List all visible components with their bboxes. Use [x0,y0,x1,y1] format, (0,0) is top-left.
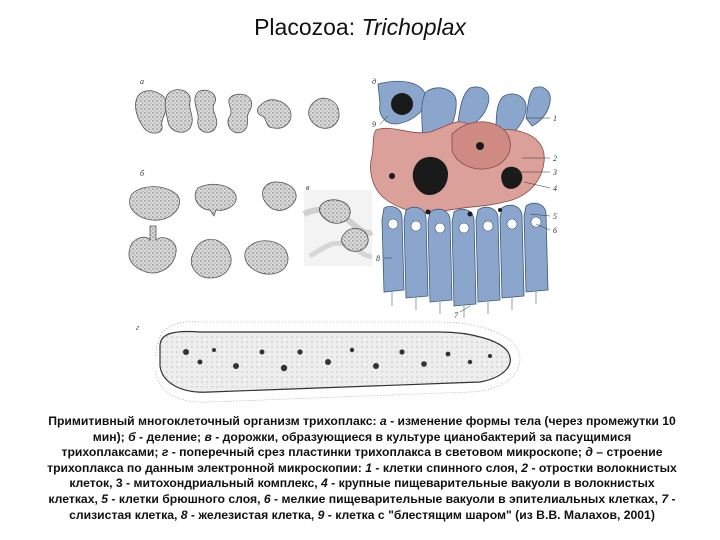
label-4: 4 [553,184,557,193]
shape-1 [136,91,167,133]
division-1 [129,187,179,221]
division-2 [195,184,236,216]
shape-2 [165,90,192,133]
dorsal-cell-5 [526,87,550,126]
label-1: 1 [553,114,557,123]
panel-b-division [129,169,296,278]
shiny-sphere [391,93,413,115]
slide-title: Placozoa: Trichoplax [254,14,466,40]
figure-caption: Примитивный многоклеточный организм трихоплакс: а - изменение формы тела (через промежутки 10 мин); б - деление; в - дорожки, образующиеся в культуре цианобактерий за пасущимися трихоплаксами; г - поперечный срез пластинки трихоплакса в световом микроскопе; д – строение трихоплакса по данным электронной микроскопии: 1 - клетки спинного слоя, 2 - отростки волокнистых клеток, 3 - митохондриальный комплекс, 4 - крупные пищеварительные вакуоли в волокнистых клетках, 5 - клетки брюшного слоя, 6 - мелкие пищеварительные вакуоли в эпителиальных клетках, 7 - слизистая клетка, 8 - железистая клетка, 9 - клетка с "блестящим шаром" (из В.В. Малахов, 2001) [47,414,677,522]
panel-a-shape-change [136,77,340,133]
label-d: д [372,77,377,86]
label-3: 3 [553,168,557,177]
label-7: 7 [454,311,458,320]
label-8: 8 [376,254,380,263]
label-9: 9 [372,120,376,129]
shape-5 [258,100,292,129]
shape-3 [195,90,217,132]
label-b: б [140,169,145,178]
division-6 [245,241,288,274]
label-2: 2 [553,154,557,163]
shape-4 [228,94,252,133]
label-a: а [140,77,144,86]
division-3 [263,182,297,210]
division-5 [191,239,231,278]
panel-g-cross-section [136,322,520,403]
label-5: 5 [553,212,557,221]
division-4 [129,226,176,273]
ventral-cells [382,203,548,306]
shape-6 [309,98,339,128]
label-g: г [136,323,140,332]
panel-d-em-structure [371,77,558,320]
label-6: 6 [553,226,557,235]
cross-section-body [160,332,510,393]
panel-v-tracks [304,183,372,266]
label-v: в [306,183,310,192]
